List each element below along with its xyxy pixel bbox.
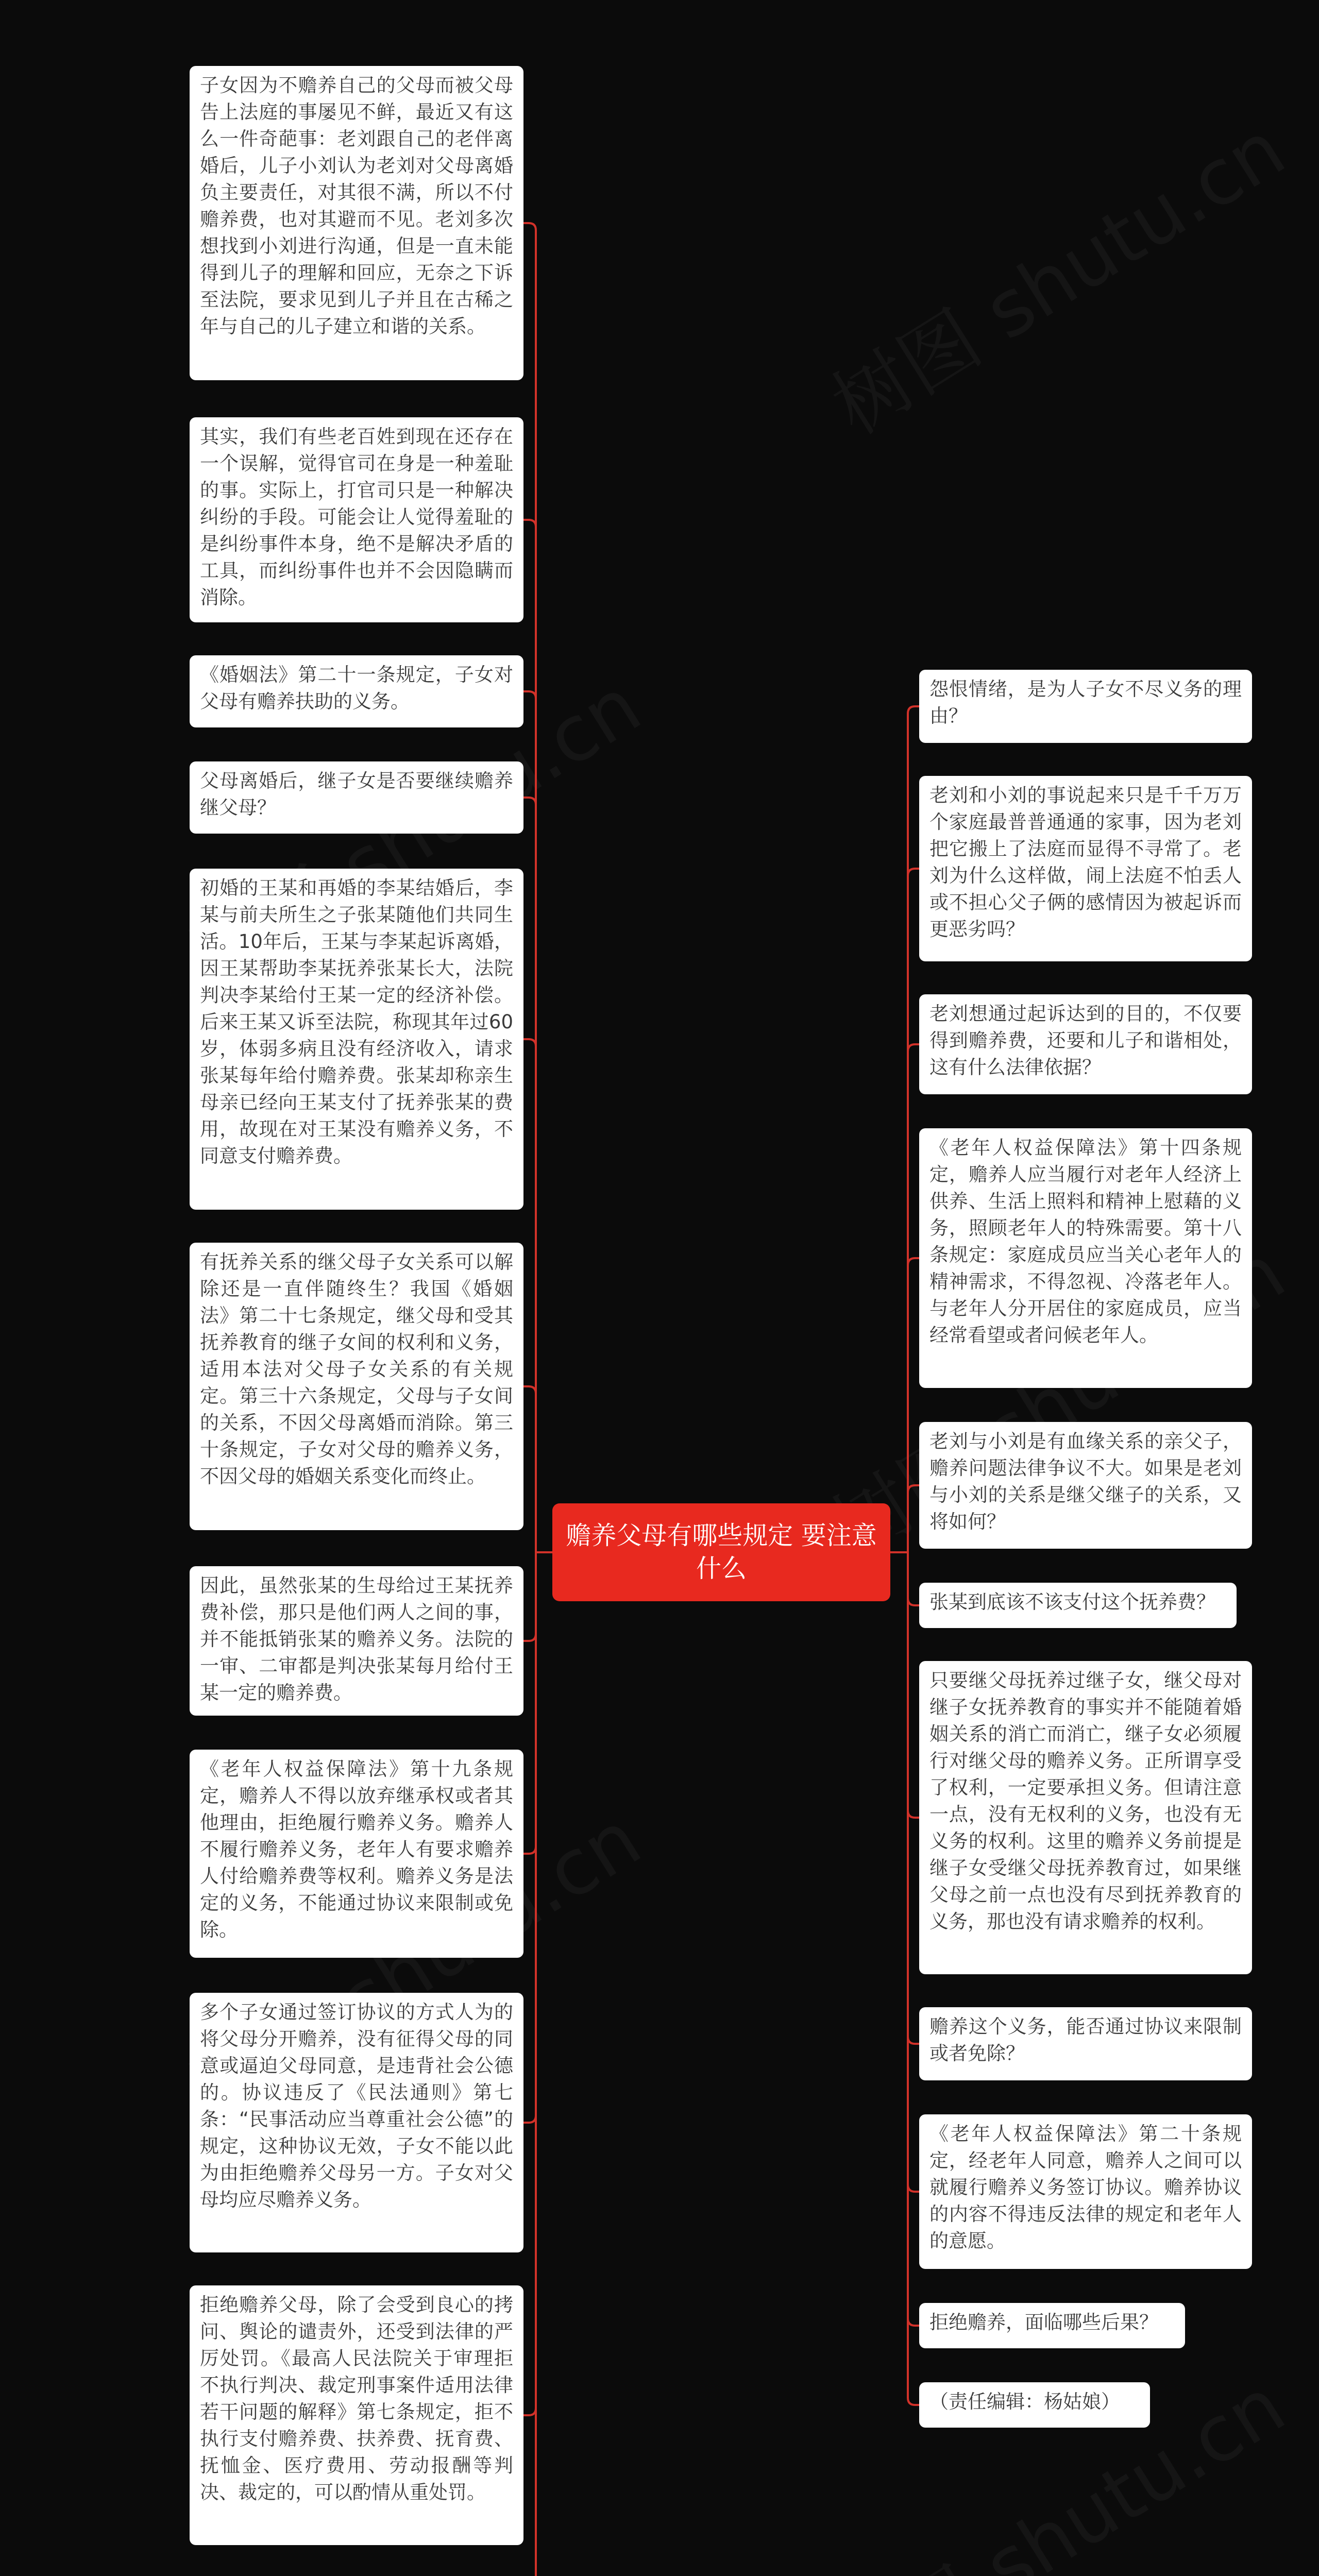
left-node-2[interactable]: 其实，我们有些老百姓到现在还存在一个误解，觉得官司在身是一种羞耻的事。实际上，打官司只是一种解决纠纷的手段。可能会让人觉得羞耻的是纠纷事件本身，绝不是解决矛盾的工具，而纠纷事件也并不会因隐瞒而消除。 (190, 417, 523, 622)
central-topic[interactable] (552, 1503, 890, 1601)
connector-line (890, 1552, 919, 2405)
connector-line (890, 1485, 919, 1552)
right-node-11[interactable]: （责任编辑：杨姑娘） (919, 2382, 1150, 2428)
connector-line (890, 1552, 919, 2044)
connector-line (523, 520, 552, 1552)
connector-line (523, 1552, 552, 2576)
connector-line (890, 1552, 919, 1605)
connector-line (523, 1552, 552, 1641)
connector-line (523, 691, 552, 1552)
right-node-2[interactable]: 老刘和小刘的事说起来只是千千万万个家庭最普普通通的家事，因为老刘把它搬上了法庭而显得不寻常了。老刘为什么这样做，闹上法庭不怕丢人或不担心父子俩的感情因为被起诉而更恶劣吗？ (919, 776, 1252, 961)
left-node-7[interactable]: 因此，虽然张某的生母给过王某抚养费补偿，那只是他们两人之间的事，并不能抵销张某的赡养义务。法院的一审、二审都是判决张某每月给付王某一定的赡养费。 (190, 1566, 523, 1716)
left-node-1[interactable]: 子女因为不赡养自己的父母而被父母告上法庭的事屡见不鲜，最近又有这么一件奇葩事：老刘跟自己的老伴离婚后，儿子小刘认为老刘对父母离婚负主要责任，对其很不满，所以不付赡养费，也对其避而不见。老刘多次想找到小刘进行沟通，但是一直未能得到儿子的理解和回应，无奈之下诉至法院，要求见到儿子并且在古稀之年与自己的儿子建立和谐的关系。 (190, 66, 523, 380)
central-topic-label: 赡养父母有哪些规定 要注意什么 (566, 1521, 877, 1583)
connector-line (523, 1386, 552, 1552)
left-node-9[interactable]: 多个子女通过签订协议的方式人为的将父母分开赡养，没有征得父母的同意或逼迫父母同意，是违背社会公德的。协议违反了《民法通则》第七条：“民事活动应当尊重社会公德”的规定，这种协议无效，子女不能以此为由拒绝赡养父母另一方。子女对父母均应尽赡养义务。 (190, 1993, 523, 2252)
left-node-5[interactable]: 初婚的王某和再婚的李某结婚后，李某与前夫所生之子张某随他们共同生活。10年后，王某与李某起诉离婚，因王某帮助李某抚养张某长大，法院判决李某给付王某一定的经济补偿。后来王某又诉至法院，称现其年过60岁，体弱多病且没有经济收入，请求张某每年给付赡养费。张某却称亲生母亲已经向王某支付了抚养张某的费用，故现在对王某没有赡养义务，不同意支付赡养费。 (190, 869, 523, 1210)
connector-line (890, 706, 919, 1552)
right-node-1[interactable]: 怨恨情绪，是为人子女不尽义务的理由？ (919, 670, 1252, 743)
left-node-10[interactable]: 拒绝赡养父母，除了会受到良心的拷问、舆论的谴责外，还受到法律的严厉处罚。《最高人民法院关于审理拒不执行判决、裁定刑事案件适用法律若干问题的解释》第七条规定，拒不执行支付赡养费、扶养费、抚育费、抚恤金、医疗费用、劳动报酬等判决、裁定的，可以酌情从重处罚。 (190, 2285, 523, 2545)
connector-line (523, 1552, 552, 2415)
connector-line (523, 798, 552, 1552)
connector-line (523, 1552, 552, 2123)
right-node-8[interactable]: 赡养这个义务，能否通过协议来限制或者免除？ (919, 2007, 1252, 2080)
left-node-8[interactable]: 《老年人权益保障法》第十九条规定，赡养人不得以放弃继承权或者其他理由，拒绝履行赡养义务。赡养人不履行赡养义务，老年人有要求赡养人付给赡养费等权利。赡养义务是法定的义务，不能通过协议来限制或免除。 (190, 1750, 523, 1958)
connector-line (890, 869, 919, 1552)
right-node-9[interactable]: 《老年人权益保障法》第二十条规定，经老年人同意，赡养人之间可以就履行赡养义务签订协议。赡养协议的内容不得违反法律的规定和老年人的意愿。 (919, 2114, 1252, 2269)
connector-line (890, 1552, 919, 2326)
right-node-6[interactable]: 张某到底该不该支付这个抚养费？ (919, 1583, 1237, 1628)
left-node-4[interactable]: 父母离婚后，继子女是否要继续赡养继父母？ (190, 761, 523, 834)
connector-line (890, 1258, 919, 1552)
right-node-10[interactable]: 拒绝赡养，面临哪些后果？ (919, 2303, 1185, 2348)
connector-line (890, 1552, 919, 1818)
connector-line (523, 223, 552, 1552)
right-node-3[interactable]: 老刘想通过起诉达到的目的，不仅要得到赡养费，还要和儿子和谐相处，这有什么法律依据？ (919, 994, 1252, 1094)
connector-line (523, 1039, 552, 1552)
connector-line (890, 1552, 919, 2192)
left-node-3[interactable]: 《婚姻法》第二十一条规定，子女对父母有赡养扶助的义务。 (190, 655, 523, 727)
right-node-7[interactable]: 只要继父母抚养过继子女，继父母对继子女抚养教育的事实并不能随着婚姻关系的消亡而消亡，继子女必须履行对继父母的赡养义务。正所谓享受了权利，一定要承担义务。但请注意一点，没有无权利的义务，也没有无义务的权利。这里的赡养义务前提是继子女受继父母抚养教育过，如果继父母之前一点也没有尽到抚养教育的义务，那也没有请求赡养的权利。 (919, 1661, 1252, 1974)
left-node-6[interactable]: 有抚养关系的继父母子女关系可以解除还是一直伴随终生？我国《婚姻法》第二十七条规定，继父母和受其抚养教育的继子女间的权利和义务，适用本法对父母子女关系的有关规定。第三十六条规定，父母与子女间的关系，不因父母离婚而消除。第三十条规定，子女对父母的赡养义务，不因父母的婚姻关系变化而终止。 (190, 1243, 523, 1530)
connector-line (523, 1552, 552, 1854)
right-node-4[interactable]: 《老年人权益保障法》第十四条规定，赡养人应当履行对老年人经济上供养、生活上照料和精神上慰藉的义务，照顾老年人的特殊需要。第十八条规定：家庭成员应当关心老年人的精神需求，不得忽视、冷落老年人。与老年人分开居住的家庭成员，应当经常看望或者问候老年人。 (919, 1128, 1252, 1388)
connector-line (890, 1044, 919, 1552)
right-node-5[interactable]: 老刘与小刘是有血缘关系的亲父子，赡养问题法律争议不大。如果是老刘与小刘的关系是继父继子的关系，又将如何？ (919, 1422, 1252, 1549)
